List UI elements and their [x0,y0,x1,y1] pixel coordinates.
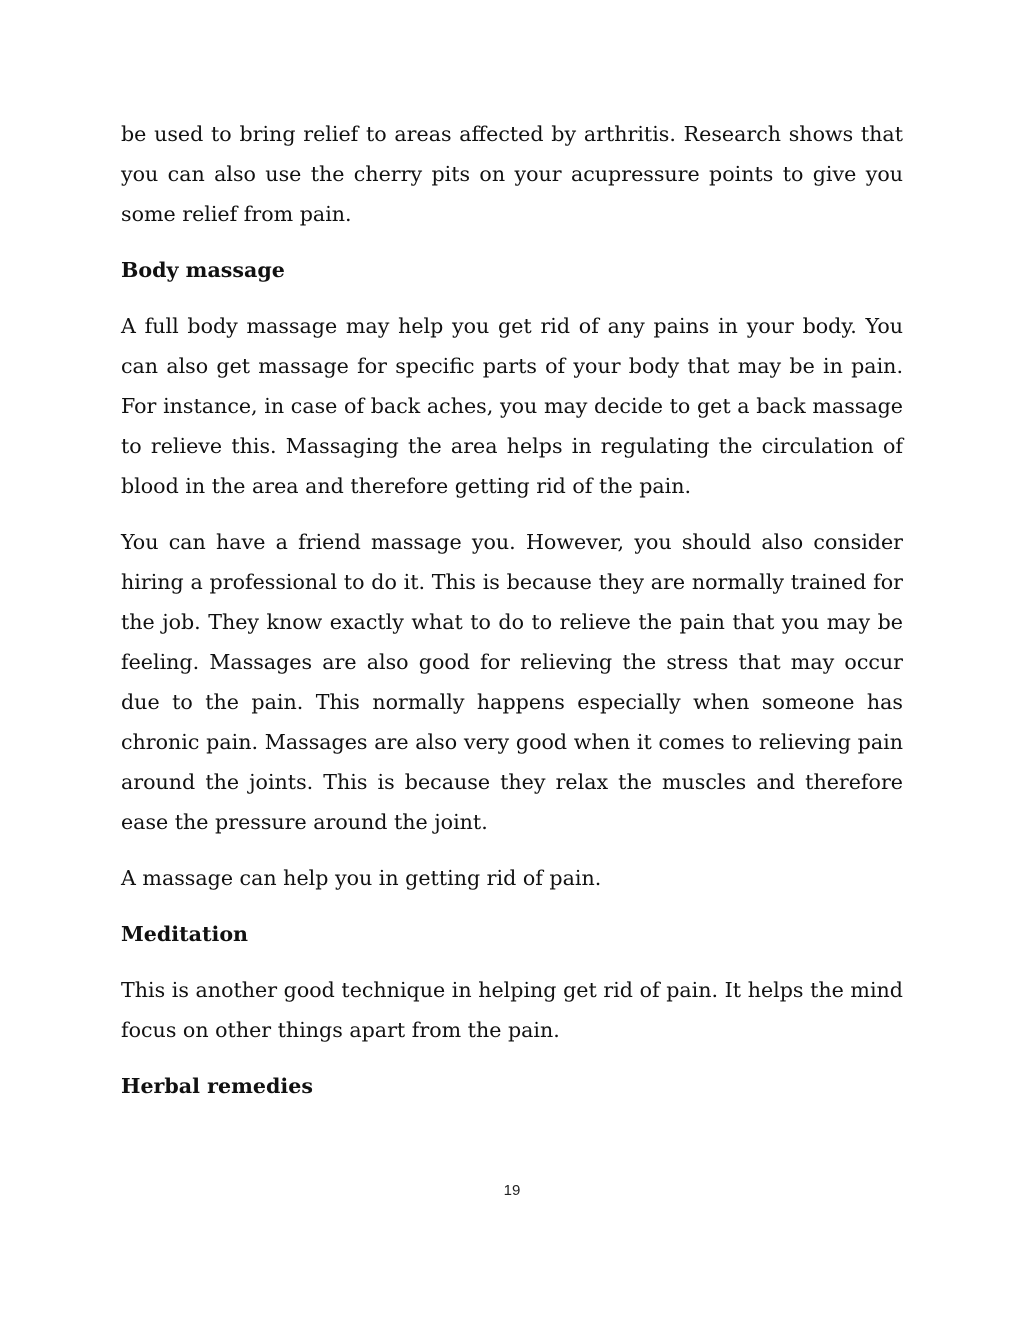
paragraph-full-body-massage: A full body massage may help you get rid of any pains in your body. You can also get massage for specific parts of your body that may be in pain. For instance, in case of back aches, you may decide to get a back massage to relieve this. Massaging the area helps in regulating the circulation of blood in the area and therefore getting rid of the pain. [121,314,903,498]
paragraph-meditation: This is another good technique in helping get rid of pain. It helps the mind focus on other things apart from the pain. [121,978,903,1042]
page-content [121,114,903,1122]
paragraph-professional-massage: You can have a friend massage you. However, you should also consider hiring a professional to do it. This is because they are normally trained for the job. They know exactly what to do to relieve the pain that you may be feeling. Massages are also good for relieving the stress that may occur due to the pain. This normally happens especially when someone has chronic pain. Massages are also very good when it comes to relieving pain around the joints. This is because they relax the muscles and therefore ease the pressure around the joint. [121,530,903,834]
page-number: 19 [503,1182,521,1199]
heading-meditation: Meditation [121,922,249,946]
paragraph-arthritis-relief: be used to bring relief to areas affected by arthritis. Research shows that you can also use the cherry pits on your acupressure points to give you some relief from pain. [121,122,903,226]
heading-herbal-remedies: Herbal remedies [121,1074,313,1098]
heading-body-massage: Body massage [121,258,285,282]
paragraph-massage-summary: A massage can help you in getting rid of pain. [121,866,602,890]
